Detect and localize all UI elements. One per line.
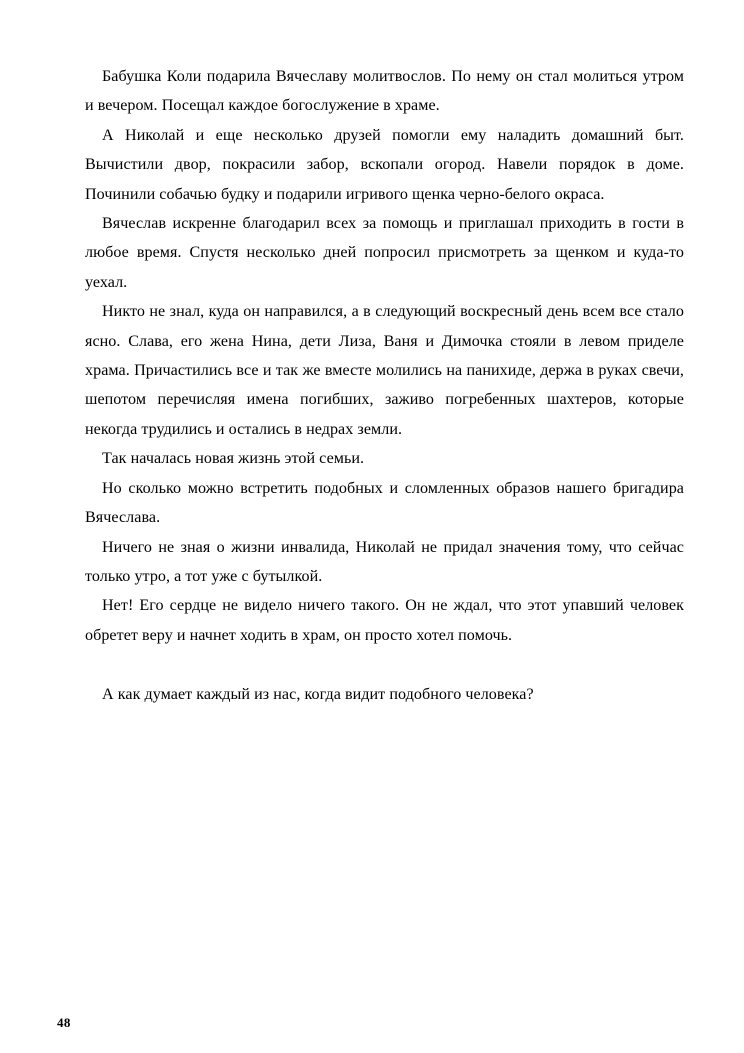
page-number: 48 bbox=[57, 1015, 71, 1030]
paragraph-4: Никто не знал, куда он направился, а в следующий воскресный день всем все стало ясно. Слава, его жена Нина, дети Лиза, Ваня и Димочка стояли в левом приделе храма. Причастились все и так же вместе молились на панихиде, держа в руках свечи, шепотом перечисляя имена погибших, заживо погребенных шахтеров, которые некогда трудились и остались в недрах земли. bbox=[85, 303, 684, 438]
paragraph-8: Нет! Его сердце не видело ничего такого. Он не ждал, что этот упавший человек обретет веру и начнет ходить в храм, он просто хотел помочь. bbox=[85, 597, 684, 644]
paragraph-5: Так началась новая жизнь этой семьи. bbox=[102, 450, 365, 468]
paragraph-3: Вячеслав искренне благодарил всех за помощь и приглашал приходить в гости в любое время. Спустя несколько дней попросил присмотреть за щенком и куда-то уехал. bbox=[85, 215, 684, 291]
body-text-block bbox=[85, 62, 684, 709]
paragraph-7: Ничего не зная о жизни инвалида, Николай не придал значения тому, что сейчас только утро, а тот уже с бутылкой. bbox=[85, 538, 684, 585]
paragraph-1: Бабушка Коли подарила Вячеславу молитвослов. По нему он стал молиться утром и вечером. Посещал каждое богослужение в храме. bbox=[85, 68, 684, 115]
paragraph-9-closing-question: А как думает каждый из нас, когда видит подобного человека? bbox=[102, 685, 534, 703]
paragraph-6: Но сколько можно встретить подобных и сломленных образов нашего бригадира Вячеслава. bbox=[85, 479, 684, 527]
paragraph-2: А Николай и еще несколько друзей помогли ему наладить домашний быт. Вычистили двор, покрасили забор, вскопали огород. Навели порядок в доме. Починили собачью будку и подарили игривого щенка черно-белого окраса. bbox=[85, 126, 684, 203]
